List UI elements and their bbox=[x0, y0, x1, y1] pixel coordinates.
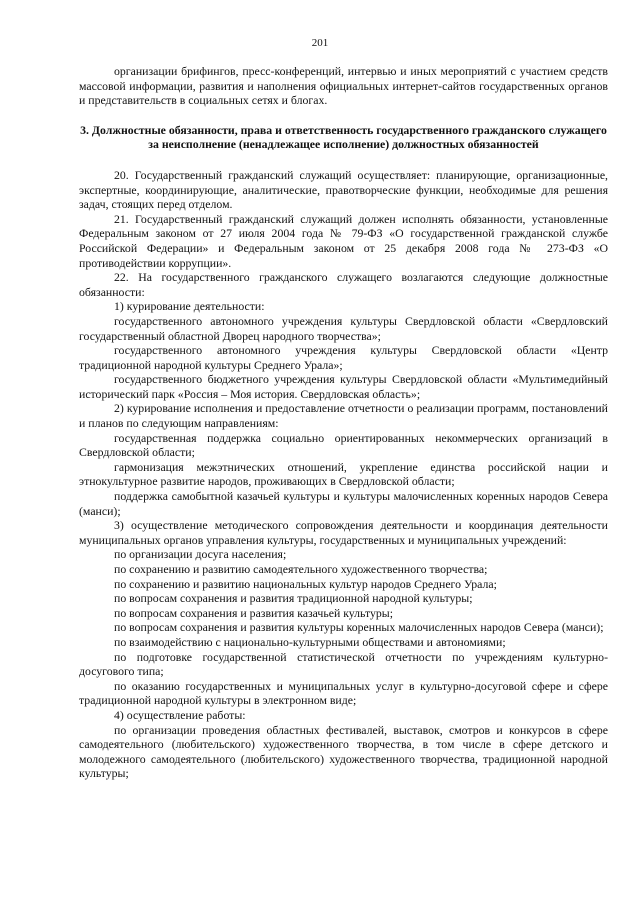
section-heading: 3. Должностные обязанности, права и ответственность государственного гражданского служащего за неисполнение (ненадлежащее исполнение) должностных обязанностей bbox=[80, 122, 607, 152]
paragraph: по оказанию государственных и муниципальных услуг в культурно-досуговой сфере и сфере традиционной народной культуры в электронном виде; bbox=[79, 678, 608, 708]
paragraph: по сохранению и развитию самодеятельного художественного творчества; bbox=[114, 562, 488, 576]
paragraph: государственного автономного учреждения культуры Свердловской области «Свердловский государственный областной Дворец народного творчества»; bbox=[79, 313, 608, 343]
intro-paragraph: организации брифингов, пресс-конференций, интервью и иных мероприятий с участием средств массовой информации, развития и наполнения официальных интернет-сайтов государственных органов и представительств в социальных сетях и блогах. bbox=[79, 64, 608, 108]
paragraph: по вопросам сохранения и развития традиционной народной культуры; bbox=[114, 591, 473, 606]
document-body bbox=[79, 64, 608, 781]
paragraph: по организации досуга населения; bbox=[114, 547, 287, 562]
paragraph: 21. Государственный гражданский служащий должен исполнять обязанности, установленные Федеральным законом от 27 июля 2004 года № 79-ФЗ «О государственной гражданской службе Российской Федерации» и Федеральным законом от 25 декабря 2008 года № 273-ФЗ «О противодействии коррупции». bbox=[79, 211, 608, 270]
paragraph: по вопросам сохранения и развития культуры коренных малочисленных народов Севера (манси); bbox=[114, 620, 604, 635]
paragraph: 3) осуществление методического сопровождения деятельности и координация деятельности муниципальных органов управления культуры, государственных и муниципальных учреждений: bbox=[79, 518, 608, 547]
paragraph: 22. На государственного гражданского служащего возлагаются следующие должностные обязанности: bbox=[79, 270, 608, 299]
paragraph: государственного автономного учреждения культуры Свердловской области «Центр традиционной народной культуры Среднего Урала»; bbox=[79, 343, 608, 372]
paragraph: гармонизация межэтнических отношений, укрепление единства российской нации и этнокультурное развитие народов, проживающих в Свердловской области; bbox=[79, 459, 608, 489]
paragraph: 20. Государственный гражданский служащий осуществляет: планирующие, организационные, экспертные, координирующие, аналитические, правотворческие функции, необходимые для решения задач, стоящих перед отделом. bbox=[79, 167, 608, 212]
paragraph: поддержка самобытной казачьей культуры и культуры малочисленных коренных народов Севера (манси); bbox=[79, 489, 608, 518]
paragraph: по организации проведения областных фестивалей, выставок, смотров и конкурсов в сфере самодеятельного (любительского) художественного творчества, в том числе в сфере детского и молодежного самодеятельного (любительского) художественного творчества, традиционной народной культуры; bbox=[79, 722, 608, 781]
paragraph: 1) курирование деятельности: bbox=[114, 299, 265, 314]
paragraph: государственного бюджетного учреждения культуры Свердловской области «Мультимедийный исторический парк «Россия – Моя история. Свердловская область»; bbox=[79, 372, 608, 401]
paragraph: по взаимодействию с национально-культурными обществами и автономиями; bbox=[114, 634, 506, 649]
paragraph: государственная поддержка социально ориентированных некоммерческих организаций в Свердловской области; bbox=[79, 430, 608, 460]
paragraph: по подготовке государственной статистической отчетности по учреждениям культурно-досугового типа; bbox=[79, 649, 608, 679]
paragraph: по вопросам сохранения и развития казачьей культуры; bbox=[114, 605, 393, 620]
paragraph: 4) осуществление работы: bbox=[114, 707, 246, 722]
page-number: 201 bbox=[311, 37, 329, 49]
paragraph: 2) курирование исполнения и предоставление отчетности о реализации программ, постановлений и планов по следующим направлениям: bbox=[79, 401, 608, 431]
paragraph: по сохранению и развитию национальных культур народов Среднего Урала; bbox=[114, 576, 497, 591]
